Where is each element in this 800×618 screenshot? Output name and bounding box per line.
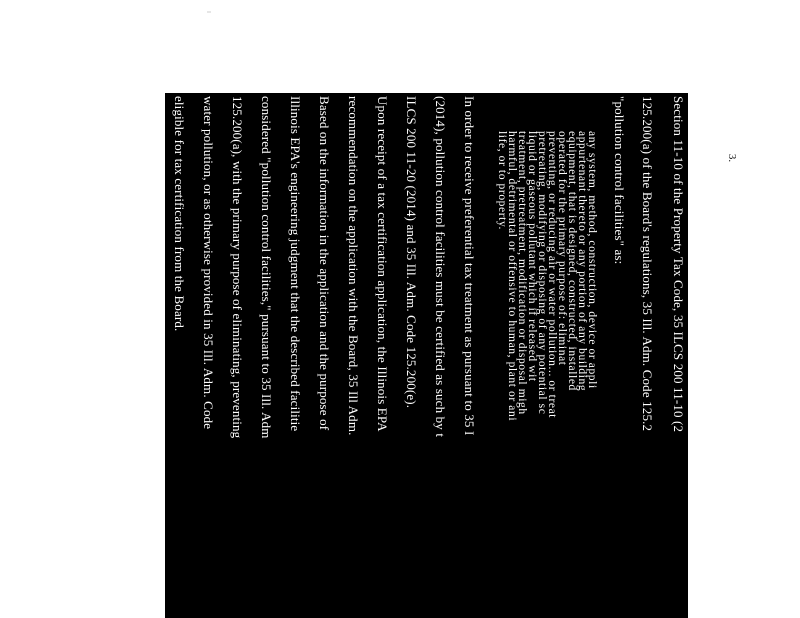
body-line: eligible for tax certification from the Board. <box>172 96 187 332</box>
body-line: Upon receipt of a tax certification application, the Illinois EPA <box>375 96 390 432</box>
page-number: 3. <box>726 153 738 163</box>
body-line: water pollution, or as otherwise provided in 35 Ill. Adm. Code <box>201 96 216 430</box>
body-line: considered "pollution control facilities," pursuant to 35 Ill. Adm <box>259 96 274 439</box>
body-line: 125.200(a), with the primary purpose of eliminating, preventing <box>230 96 245 439</box>
quote-line: any system, method, construction, device or appli <box>586 131 598 389</box>
rotated-text-block <box>165 93 688 618</box>
quote-line: appurtenant thereto or any portion of any building <box>576 131 588 392</box>
body-line: Based on the information in the application and the purpose of <box>317 96 332 431</box>
body-line: In order to receive preferential tax treatment as pursuant to 35 I <box>462 96 477 436</box>
body-line: recommendation on the application with the Board, 35 Ill Adm. <box>346 96 361 436</box>
quote-line: operated for the primary purpose of: eliminat <box>556 131 568 366</box>
inverted-text-panel <box>165 93 688 618</box>
body-line: Illinois EPA's engineering judgment that the described facilitie <box>288 96 303 432</box>
quote-line: pretreating, modifying or disposing of any potential sc <box>536 131 548 415</box>
quote-line: liquid or gaseous pollutant which if released wit <box>526 131 538 382</box>
body-line: Section 11-10 of the Property Tax Code, 35 ILCS 200 11-10 (2 <box>671 96 686 433</box>
quote-line: harmful, detrimental or offensive to human, plant or ani <box>506 131 518 422</box>
body-line: 125.200(a) of the Board's regulations, 35 Ill. Adm. Code 125.2 <box>640 96 655 432</box>
body-line: (2014), pollution control facilities must be certified as such by t <box>433 96 448 438</box>
scan-speck <box>207 11 211 13</box>
quote-line: treatment, pretreatment, modification or disposal migh <box>516 131 528 415</box>
quote-line: equipment, that is designed, constructed, installed <box>566 131 578 391</box>
body-line: ILCS 200 11-20 (2014) and 35 Ill. Adm. Code 125.200(e). <box>404 96 419 409</box>
quote-line: preventing, or reducing air or water pollution... or treat <box>546 131 558 419</box>
body-line: "pollution control facilities" as: <box>612 96 627 265</box>
quote-line: life, or to property. <box>496 131 508 231</box>
